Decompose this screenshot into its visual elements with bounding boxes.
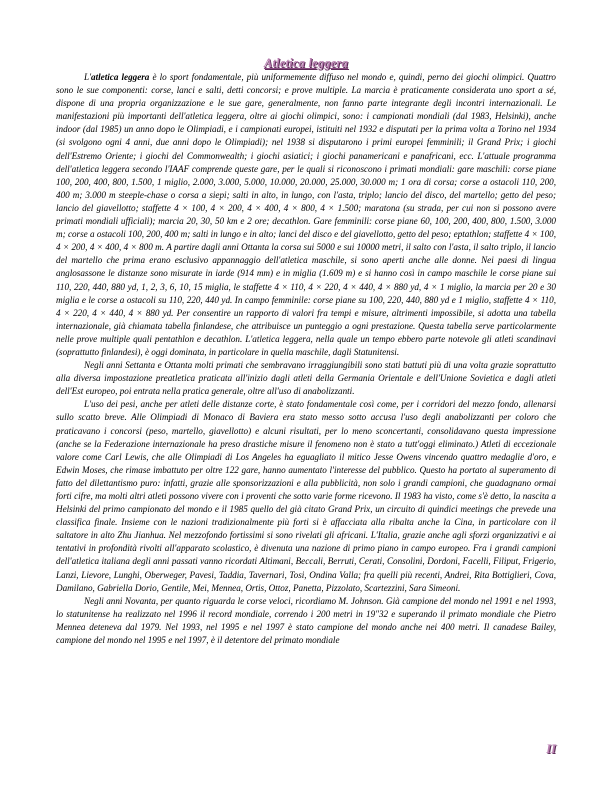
page-number: II [546,742,556,756]
paragraph-1-text: è lo sport fondamentale, più uniformemente diffuso nel mondo e, quindi, perno dei giochi olimpici. Quattro sono le sue componenti: corse, lanci e salti, detti concorsi; e prove multiple. La marcia è praticamente considerata uno sport a sé, dispone di una propria organizzazione e le sue gare, generalmente, non fanno parte integrante degli incontri internazionali. Le manifestazioni più importanti dell'atletica leggera, oltre ai giochi olimpici, sono: i campionati mondiali (dal 1983, Helsinki), anche indoor (dal 1985) un anno dopo le Olimpiadi, e i campionati europei, istituiti nel 1932 e disputati per la prima volta a Torino nel 1934 (si svolgono ogni 4 anni, due anni dopo le Olimpiadi); nel 1938 si disputarono i primi europei femminili; il Grand Prix; i giochi dell'Estremo Oriente; i giochi del Commonwealth; i giochi asiatici; i giochi panamericani e panafricani, ecc. L'attuale programma dell'atletica leggera secondo l'IAAF comprende queste gare, per le quali si riconoscono i primati mondiali: gare maschili: corse piane 100, 200, 400, 800, 1.500, 1 miglio, 2.000, 3.000, 5.000, 10.000, 20.000, 25.000, 30.000 m; 1 ora di corsa; corse a ostacoli 110, 200, 400 m; 3.000 m steeple-chase o corsa a siepi; salti in alto, in lungo, con l'asta, triplo; lancio del disco, del martello; getto del peso; lancio del giavellotto; staffette 4 × 100, 4 × 200, 4 × 400, 4 × 800, 4 × 1.500; maratona (su strada, per cui non si possono avere primati mondiali ufficiali); marcia 20, 30, 50 km e 2 ore; decathlon. Gare femminili: corse piane 60, 100, 200, 400, 800, 1.500, 3.000 m; corse a ostacoli 100, 200, 400 m; salti in lungo e in alto; lanci del disco e del giavellotto, getto del peso; eptathlon; staffette 4 × 100, 4 × 200, 4 × 400, 4 × 800 m. A partire dagli anni Ottanta la corsa sui 5000 e sui 10000 metri, il salto con l'asta, il salto triplo, il lancio del martello che prima erano esclusivo appannaggio dell'atletica maschile, si sono aperti anche alle donne. Nei paesi di lingua anglosassone le distanze sono misurate in iarde (914 mm) e in miglia (1.609 m) e si hanno così in campo maschile le corse piane sui 110, 220, 440, 880 yd, 1, 2, 3, 6, 10, 15 miglia, le staffette 4 × 110, 4 × 220, 4 × 440, 4 × 880 yd, 4 × 1 miglio, la marcia per 20 e 30 miglia e le corse a ostacoli su 110, 220, 440 yd. In campo femminile: corse piane su 100, 220, 440, 880 yd e 1 miglio, staffette 4 × 110, 4 × 220, 4 × 440, 4 × 880 yd. Per consentire un rapporto di valori fra tempi e misure, altrimenti impossibile, si adotta una tabella internazionale, già chiamata tabella finlandese, che attribuisce un punteggio a ogni prestazione. Questa tabella serve particolarmente nelle prove multiple quali pentathlon e decathlon. L'atletica leggera, nella quale un tempo ebbero parte notevole gli atleti scandinavi (soprattutto finlandesi), è oggi dominata, in particolare in quella maschile, dagli Statunitensi. [56,72,556,357]
lead-term: atletica leggera [91,72,150,82]
article-body [56,71,556,647]
paragraph-4: Negli anni Novanta, per quanto riguarda le corse veloci, ricordiamo M. Johnson. Già campione del mondo nel 1991 e nel 1993, lo statunitense ha realizzato nel 1996 il record mondiale, correndo i 200 metri in 19"32 e superando il primato mondiale che Pietro Mennea deteneva dal 1979. Nel 1993, nel 1995 e nel 1997 è stato campione del mondo anche nei 400 metri. Il canadese Bailey, campione del mondo nel 1995 e nel 1997, è il detentore del primato mondiale [56,595,556,646]
paragraph-2: Negli anni Settanta e Ottanta molti primati che sembravano irraggiungibili sono stati battuti più di una volta grazie soprattutto alla diversa impostazione preatletica praticata all'inizio dagli atleti della Germania Orientale e dell'Unione Sovietica e dagli atleti dell'Est europeo, poi entrata nella pratica generale, oltre all'uso di anabolizzanti. [56,360,556,397]
lead-prefix: L' [84,72,92,82]
paragraph-3: L'uso dei pesi, anche per atleti delle distanze corte, è stato fondamentale così come, per i corridori del mezzo fondo, allenarsi sullo scatto breve. Alle Olimpiadi di Monaco di Baviera era stato messo sotto accusa l'uso degli anabolizzanti per coloro che praticavano i concorsi (peso, martello, giavellotto) e alcuni risultati, per lo meno sconcertanti, consolidavano questa impressione (anche se la Federazione internazionale ha preso drastiche misure il fenomeno non è stato a tutt'oggi eliminato.) Atleti di eccezionale valore come Carl Lewis, che alle Olimpiadi di Los Angeles ha eguagliato il mitico Jesse Owens vincendo quattro medaglie d'oro, e Edwin Moses, che rimase imbattuto per oltre 122 gare, hanno aumentato l'interesse del pubblico. Questo ha portato al superamento di fatto del dilettantismo puro: infatti, grazie alle sponsorizzazioni e alla pubblicità, non solo i grandi campioni, che guadagnano ormai forti cifre, ma molti altri atleti possono vivere con i proventi che sotto varie forme ricevono. Il 1983 ha visto, come s'è detto, la nascita a Helsinki del primo campionato del mondo e il 1985 quello del già citato Grand Prix, un circuito di quindici meetings che prevede una classifica finale. Insieme con le nazioni tradizionalmente più forti si è affacciata alla ribalta anche la Cina, in particolare con il saltatore in alto Zhu Jianhua. Nel mezzofondo fortissimi si sono rivelati gli africani. L'Italia, grazie anche agli sforzi organizzativi e ai tentativi in profondità rivolti all'apparato scolastico, è divenuta una nazione di primo piano in campo europeo. Fra i grandi campioni dell'atletica italiana degli anni passati vanno ricordati Altimani, Beccali, Berruti, Cerati, Consolini, Dordoni, Facelli, Filiput, Frigerio, Lanzi, Lievore, Lunghi, Oberweger, Pavesi, Taddia, Tavernari, Tosi, Ondina Valla; fra quelli più recenti, Andrei, Rita Bottiglieri, Cova, Damilano, Gabriella Dorio, Gentile, Mei, Mennea, Ortis, Ottoz, Panetta, Pizzolato, Scartezzini, Sara Simeoni. [56,399,556,593]
paragraph-1 [56,71,556,359]
page-title: Atletica leggera [263,56,349,70]
